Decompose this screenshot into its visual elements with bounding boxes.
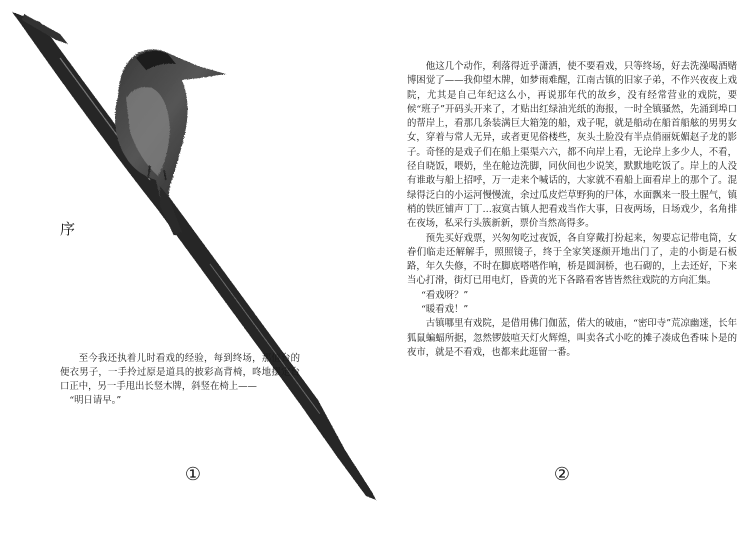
paragraph: “明日请早。” [69,395,122,406]
page-number: ① [184,464,202,485]
paragraph: “看戏呀？” [421,289,469,301]
left-page [0,0,377,542]
paragraph: 至今我还执着儿时看戏的经验，每到终场，那值台的便衣男子，一手拎过原是道具的披彩高背椅，咚地摆定台口正中，另一手甩出长竖木牌，斜竖在椅上—— [60,353,300,392]
right-page-body [407,60,737,360]
paragraph: 预先买好戏票，兴匆匆吃过夜饭，各自穿戴打扮起来，匆要忘记带电筒，女眷们临走还解解手，照照镜子，终于全家笑逐颜开地出门了，走的小街是石板路，年久失修，不时在脚底嗒嗒作响，桥是圆洞桥，也石砌的，上去还好，下来当心打滑，街灯已用电灯，昏黄的光下各路看客皆皆然往戏院的方向汇集。 [407,232,737,287]
section-title: 序 [60,220,77,238]
left-page-body [60,352,300,408]
paragraph: 古镇哪里有戏院，是借用佛门伽蓝，偌大的破庙，“密印寺”荒凉幽迷，长年狐鼠蝙蝠所据，忽然锣鼓喧天灯火辉煌，叫卖各式小吃的摊子凑成色香味卜是的夜市，就是不看戏，也都来此逛留一番。 [407,318,737,358]
right-page [377,0,755,542]
paragraph: “暖看戏！” [421,304,469,316]
paragraph: 他这几个动作，利落得近乎潇洒，使不要看戏，只等终场，好去洗澡喝酒赌博困觉了——我仰望木牌，如梦雨难醒，江南古镇的旧家子弟，不作兴夜夜上戏院，尤其是自己年纪这么小，再说那年代的故乡，没有经常营业的戏院，要候“班子”开码头开来了，才贴出红绿油光纸的海报，一时全镇骚然，先涌到埠口的帮岸上，看那几条装满巨大箱笼的船，戏子呢，就是船动在船首船舷的男男女女，穿着与常人无异，或者更见俗楼些，灰头土脸没有半点俏丽妩媚赵子龙的影子。奇怪的是戏子们在船上渠渠六六，都不向岸上看，无论岸上多少人，不看，径自晓饭，喂奶，坐在舱边洗脚，同伙间也少说笑，默默地吃饭了。岸上的人没有谁敢与船上招呼，万一走来个喊话的，大家就不看船上面看岸上的那个了。混绿得泛白的小运河慢慢流，余过瓜皮烂草野狗的尸体，水面飘来一股土腥气，镇梢的铁匠铺声丁丁…寂寞古镇人把看戏当作大事，日夜两场，日场戏少，名角排在夜场，私采行头簇新新，票价当然高得多。 [407,61,737,230]
page-number: ② [553,464,571,485]
